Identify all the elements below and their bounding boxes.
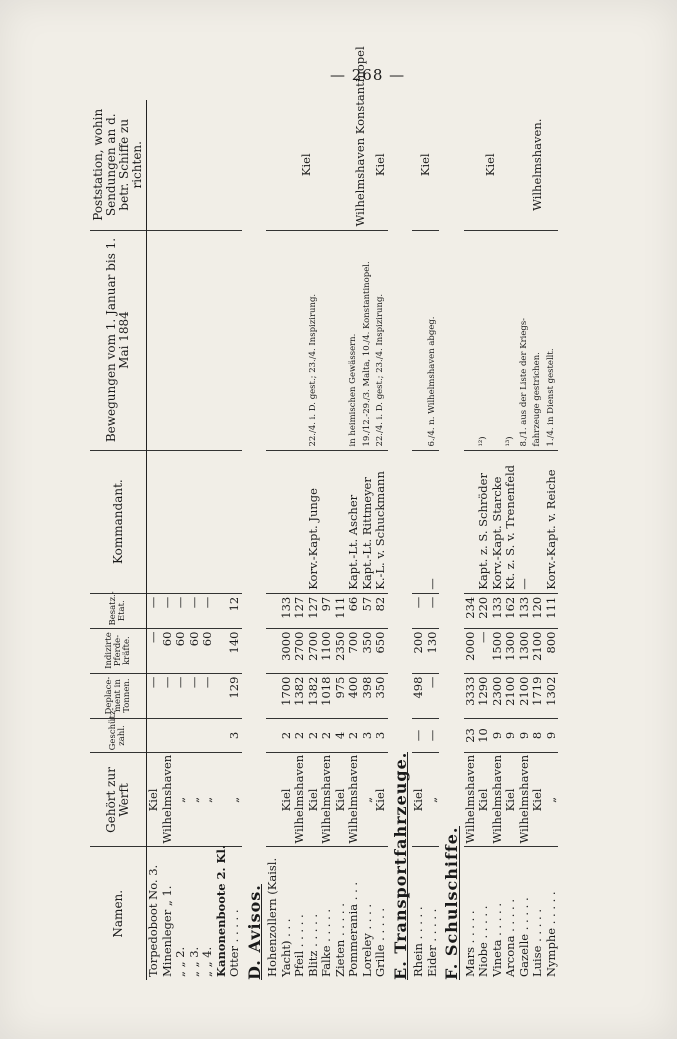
ship-horsepower: 2700 bbox=[293, 628, 307, 673]
ship-crew: 133 bbox=[518, 593, 532, 628]
table-row bbox=[412, 100, 426, 980]
ship-name: Arcona . . . . . bbox=[503, 899, 517, 977]
ship-horsepower: 1500 bbox=[491, 628, 505, 673]
ship-commander: Korv.-Kapt. v. Reiche bbox=[545, 450, 559, 593]
ship-horsepower: 3000 bbox=[280, 628, 294, 673]
section-schulschiffe-cell bbox=[439, 100, 464, 980]
ship-displacement: 975 bbox=[334, 673, 348, 718]
table-row bbox=[228, 100, 242, 980]
ship-name: Gazelle . . . . . bbox=[516, 897, 531, 977]
ship-movements: 6./4. n. Wilhelmshaven abgeg. bbox=[426, 230, 440, 450]
ship-guns bbox=[174, 718, 188, 753]
ship-name: Eider . . . . . bbox=[424, 908, 439, 977]
table-row bbox=[504, 100, 518, 980]
table-row bbox=[531, 100, 545, 980]
ship-movements bbox=[491, 230, 505, 450]
ship-name: Blitz . . . . . bbox=[305, 913, 320, 977]
header-post: Poststation, wohin Sendungen an d. betr. Schiffe zu richten. bbox=[90, 100, 147, 230]
ship-movements bbox=[174, 230, 188, 450]
ship-werft: Kiel bbox=[412, 753, 426, 847]
ship-name: „ „ 2. bbox=[173, 946, 187, 977]
table-row bbox=[266, 100, 280, 980]
ship-crew: 162 bbox=[504, 593, 518, 628]
ship-commander: — bbox=[426, 450, 440, 593]
ship-name: Nymphe . . . . . bbox=[543, 891, 558, 977]
ship-crew: 127 bbox=[307, 593, 321, 628]
ship-guns: 9 bbox=[491, 718, 505, 753]
ship-displacement: 129 bbox=[228, 673, 242, 718]
ship-movements bbox=[334, 230, 348, 450]
ship-werft: „ bbox=[188, 753, 202, 847]
ship-displacement: — bbox=[174, 673, 188, 718]
ship-horsepower: 60 bbox=[188, 628, 202, 673]
ship-crew: 66 bbox=[347, 593, 361, 628]
header-displacement: Deplace-ment in Tonnen. bbox=[90, 673, 147, 718]
ship-horsepower: 140 bbox=[228, 628, 242, 673]
kanonenboote-label: Kanonenboote 2. Kl. bbox=[213, 845, 228, 977]
ship-guns bbox=[147, 718, 161, 753]
table-row bbox=[293, 100, 307, 980]
header-name: Namen. bbox=[90, 847, 147, 980]
ship-horsepower: 2000 bbox=[464, 628, 478, 673]
ship-movements bbox=[266, 230, 280, 450]
ship-horsepower: 1300 bbox=[518, 628, 532, 673]
ship-guns: 3 bbox=[361, 718, 375, 753]
ship-name: Pommerania . . . bbox=[346, 881, 360, 977]
ship-displacement bbox=[266, 673, 280, 718]
ship-name: „ „ 4. bbox=[200, 946, 214, 977]
ship-name: Loreley . . . . bbox=[359, 903, 374, 977]
ship-werft: Kiel bbox=[280, 753, 294, 847]
ship-guns: 9 bbox=[545, 718, 559, 753]
ship-guns: 4 bbox=[334, 718, 348, 753]
table-row bbox=[188, 100, 202, 980]
ship-name: Luise . . . . . bbox=[530, 909, 544, 977]
ship-commander: K.-L. v. Schuckmann bbox=[374, 450, 388, 593]
ship-movements: 1./4. in Dienst gestellt. bbox=[545, 230, 559, 450]
ship-commander: Kt. z. S. v. Trenenfeld bbox=[504, 450, 518, 593]
ship-displacement: — bbox=[201, 673, 215, 718]
ship-horsepower: 2100 bbox=[531, 628, 545, 673]
ship-commander bbox=[266, 450, 280, 593]
ship-horsepower: 60 bbox=[174, 628, 188, 673]
ship-movements: 22./4. i. D. gest.; 23./4. Inspizirung. bbox=[307, 230, 321, 450]
ship-werft bbox=[266, 753, 280, 847]
ship-crew: — bbox=[188, 593, 202, 628]
ship-commander: Kapt.-Lt. Ascher bbox=[347, 450, 361, 593]
ship-crew: 57 bbox=[361, 593, 375, 628]
ship-crew: 82 bbox=[374, 593, 388, 628]
ship-horsepower: 60 bbox=[201, 628, 215, 673]
ship-commander bbox=[464, 450, 478, 593]
ship-name: Minenleger „ 1. bbox=[159, 885, 174, 977]
ship-crew: 133 bbox=[491, 593, 505, 628]
ship-commander bbox=[174, 450, 188, 593]
ship-commander: — bbox=[518, 450, 532, 593]
ship-post: Wilhelmshaven. bbox=[518, 100, 559, 230]
ship-movements: 19./12.-29./3. Malta, 10./4. Konstantinopel. bbox=[361, 230, 375, 450]
ship-commander bbox=[280, 450, 294, 593]
ship-guns: 2 bbox=[320, 718, 334, 753]
table-row bbox=[280, 100, 294, 980]
ship-horsepower: 650 bbox=[374, 628, 388, 673]
ship-name: Zieten . . . . . bbox=[332, 903, 347, 977]
section-avisos-cell bbox=[242, 100, 267, 980]
ship-name: Falke . . . . . bbox=[319, 908, 333, 977]
ship-commander bbox=[228, 450, 242, 593]
ship-displacement: — bbox=[147, 673, 161, 718]
table-row bbox=[374, 100, 388, 980]
ship-post bbox=[147, 100, 242, 230]
ship-commander: Korv.-Kapt. Starcke bbox=[491, 450, 505, 593]
ship-movements bbox=[201, 230, 215, 450]
ship-crew: 234 bbox=[464, 593, 478, 628]
ship-guns: 2 bbox=[280, 718, 294, 753]
ship-horsepower: 200 bbox=[412, 628, 426, 673]
ship-werft: Kiel bbox=[307, 753, 321, 847]
ship-movements: ¹²) bbox=[477, 230, 491, 450]
ship-guns: 9 bbox=[504, 718, 518, 753]
ship-horsepower: 700 bbox=[347, 628, 361, 673]
ship-werft: „ bbox=[426, 753, 440, 847]
ship-guns: 23 bbox=[464, 718, 478, 753]
ship-movements bbox=[228, 230, 242, 450]
ship-guns: 9 bbox=[518, 718, 532, 753]
ship-movements bbox=[188, 230, 202, 450]
ship-werft: „ bbox=[545, 753, 559, 847]
ship-crew: — bbox=[161, 593, 175, 628]
ship-movements: ¹³) bbox=[504, 230, 518, 450]
ship-werft: Wilhelmshaven bbox=[491, 753, 505, 847]
ship-post: Kiel bbox=[374, 100, 388, 230]
table-row bbox=[361, 100, 375, 980]
table-row bbox=[320, 100, 334, 980]
header-movements: Bewegungen vom 1. Januar bis 1. Mai 1884 bbox=[90, 230, 147, 450]
ship-werft: Wilhelmshaven bbox=[347, 753, 361, 847]
ship-movements: 22./4. i. D. gest.; 23./4. Inspizirung. bbox=[374, 230, 388, 450]
table-row bbox=[347, 100, 361, 980]
ship-movements bbox=[293, 230, 307, 450]
ship-commander bbox=[531, 450, 545, 593]
ship-displacement: 2300 bbox=[491, 673, 505, 718]
ship-post: Wilhelmshaven Konstantinopel bbox=[347, 100, 374, 230]
ship-crew: — bbox=[412, 593, 426, 628]
ship-commander bbox=[201, 450, 215, 593]
ship-commander bbox=[412, 450, 426, 593]
header-guns: Geschütz-zahl. bbox=[90, 718, 147, 753]
ship-displacement: 1302 bbox=[545, 673, 559, 718]
ship-werft: Kiel bbox=[334, 753, 348, 847]
ship-crew: 120 bbox=[531, 593, 545, 628]
empty-cell bbox=[215, 753, 229, 847]
ship-werft: Wilhelmshaven bbox=[464, 753, 478, 847]
ship-guns: 2 bbox=[293, 718, 307, 753]
ship-post: Kiel bbox=[464, 100, 518, 230]
ship-displacement: 2100 bbox=[518, 673, 532, 718]
ship-horsepower: — bbox=[477, 628, 491, 673]
ship-werft: Kiel bbox=[147, 753, 161, 847]
table-row bbox=[201, 100, 215, 980]
ship-crew: — bbox=[426, 593, 440, 628]
ship-displacement: 1719 bbox=[531, 673, 545, 718]
table-row bbox=[334, 100, 348, 980]
ship-horsepower: 1300 bbox=[504, 628, 518, 673]
ship-crew: — bbox=[174, 593, 188, 628]
ship-werft: Wilhelmshaven bbox=[293, 753, 307, 847]
ship-guns: 2 bbox=[347, 718, 361, 753]
ship-commander bbox=[320, 450, 334, 593]
ship-movements bbox=[464, 230, 478, 450]
ship-movements: 8./1. aus der Liste der Kriegs- bbox=[518, 230, 532, 450]
section-avisos-title: D. Avisos. bbox=[244, 884, 264, 980]
ship-name: Mars . . . . . bbox=[462, 910, 477, 977]
table-row bbox=[174, 100, 188, 980]
ship-werft: „ bbox=[361, 753, 375, 847]
table-row bbox=[477, 100, 491, 980]
ship-horsepower: 2700 bbox=[307, 628, 321, 673]
ship-displacement: 1700 bbox=[280, 673, 294, 718]
ship-commander bbox=[147, 450, 161, 593]
header-werft: Gehört zur Werft bbox=[90, 753, 147, 847]
ship-name: Otter . . . . . bbox=[227, 909, 241, 977]
header-row bbox=[90, 100, 147, 980]
ship-werft: Kiel bbox=[504, 753, 518, 847]
ship-displacement: 498 bbox=[412, 673, 426, 718]
ship-displacement: 3333 bbox=[464, 673, 478, 718]
ship-crew: 133 bbox=[280, 593, 294, 628]
ship-name: Niobe . . . . . bbox=[476, 905, 490, 977]
ship-commander: Korv.-Kapt. Junge bbox=[307, 450, 321, 593]
table-row bbox=[426, 100, 440, 980]
ship-displacement: 1382 bbox=[307, 673, 321, 718]
ship-guns: 10 bbox=[477, 718, 491, 753]
ship-movements bbox=[147, 230, 161, 450]
ship-movements bbox=[280, 230, 294, 450]
ship-commander: Kapt. z. S. Schröder bbox=[477, 450, 491, 593]
ship-guns: 8 bbox=[531, 718, 545, 753]
ship-crew: 127 bbox=[293, 593, 307, 628]
ship-guns: 2 bbox=[307, 718, 321, 753]
ship-commander bbox=[161, 450, 175, 593]
ship-name: Rhein . . . . . bbox=[411, 906, 425, 977]
ship-werft: Kiel bbox=[531, 753, 545, 847]
section-schulschiffe-title: F. Schulschiffe. bbox=[442, 826, 461, 980]
table-row bbox=[545, 100, 559, 980]
header-commander: Kommandant. bbox=[90, 450, 147, 593]
ship-commander bbox=[334, 450, 348, 593]
table-row bbox=[161, 100, 175, 980]
header-horsepower: Indizirte Pferde-kräfte. bbox=[90, 628, 147, 673]
ship-displacement: — bbox=[426, 673, 440, 718]
ship-guns: — bbox=[426, 718, 440, 753]
ship-werft: „ bbox=[201, 753, 215, 847]
empty-cell bbox=[215, 230, 229, 450]
ship-horsepower: 130 bbox=[426, 628, 440, 673]
ship-movements bbox=[320, 230, 334, 450]
table-row bbox=[307, 100, 321, 980]
ship-horsepower: 800 bbox=[545, 628, 559, 673]
ship-guns: 3 bbox=[228, 718, 242, 753]
section-transport-title: E. Transportfahrzeuge. bbox=[390, 751, 410, 980]
ship-name: Grille . . . . . bbox=[373, 907, 387, 977]
empty-cell bbox=[215, 450, 229, 593]
section-transport bbox=[388, 100, 413, 980]
ship-crew: — bbox=[201, 593, 215, 628]
ship-crew: 111 bbox=[545, 593, 559, 628]
ship-post: Kiel bbox=[412, 100, 439, 230]
header-crew: Besatz.-Etat. bbox=[90, 593, 147, 628]
table-row bbox=[464, 100, 478, 980]
ship-commander bbox=[293, 450, 307, 593]
ship-displacement: 350 bbox=[374, 673, 388, 718]
ship-crew bbox=[266, 593, 280, 628]
section-avisos bbox=[242, 100, 267, 980]
ship-displacement: — bbox=[161, 673, 175, 718]
ship-werft: „ bbox=[174, 753, 188, 847]
table-row bbox=[518, 100, 532, 980]
ship-crew: 220 bbox=[477, 593, 491, 628]
ship-name: Pfeil . . . . . bbox=[292, 914, 306, 977]
ship-commander bbox=[188, 450, 202, 593]
table-row bbox=[147, 100, 161, 980]
ship-werft: Kiel bbox=[477, 753, 491, 847]
ship-displacement: 1018 bbox=[320, 673, 334, 718]
ship-guns: — bbox=[412, 718, 426, 753]
ship-guns: 3 bbox=[374, 718, 388, 753]
section-transport-cell bbox=[388, 100, 413, 980]
ship-horsepower: 60 bbox=[161, 628, 175, 673]
ship-name: „ „ 3. bbox=[186, 946, 201, 977]
empty-cell bbox=[215, 628, 229, 673]
ship-guns bbox=[161, 718, 175, 753]
ship-crew: 111 bbox=[334, 593, 348, 628]
ship-crew: 97 bbox=[320, 593, 334, 628]
ship-displacement: 400 bbox=[347, 673, 361, 718]
ship-displacement: 1290 bbox=[477, 673, 491, 718]
section-schulschiffe bbox=[439, 100, 464, 980]
ship-horsepower: — bbox=[147, 628, 161, 673]
ship-werft: Kiel bbox=[374, 753, 388, 847]
ship-werft: Wilhelmshaven bbox=[518, 753, 532, 847]
ship-displacement: 398 bbox=[361, 673, 375, 718]
ship-commander: Kapt.-Lt. Rittmeyer bbox=[361, 450, 375, 593]
ship-werft: Wilhelmshaven bbox=[320, 753, 334, 847]
table-row bbox=[491, 100, 505, 980]
table-row bbox=[215, 100, 229, 980]
ship-horsepower: 1100 bbox=[320, 628, 334, 673]
ship-displacement: — bbox=[188, 673, 202, 718]
ship-horsepower: 2350 bbox=[334, 628, 348, 673]
ship-werft: Wilhelmshaven bbox=[161, 753, 175, 847]
ship-horsepower: 350 bbox=[361, 628, 375, 673]
page-number: — 268 — bbox=[330, 66, 406, 84]
ship-werft: „ bbox=[228, 753, 242, 847]
ship-guns bbox=[201, 718, 215, 753]
ship-post: Kiel bbox=[266, 100, 347, 230]
ship-guns bbox=[266, 718, 280, 753]
ship-horsepower bbox=[266, 628, 280, 673]
empty-cell bbox=[215, 673, 229, 718]
ship-movements bbox=[412, 230, 426, 450]
ship-movements: fahrzeuge gestrichen. bbox=[531, 230, 545, 450]
ship-movements bbox=[161, 230, 175, 450]
ship-crew: — bbox=[147, 593, 161, 628]
ship-displacement: 2100 bbox=[504, 673, 518, 718]
ship-movements: in heimischen Gewässern. bbox=[347, 230, 361, 450]
ship-name: Torpedoboot No. 3. bbox=[146, 864, 160, 977]
ship-crew: 12 bbox=[228, 593, 242, 628]
ship-guns bbox=[188, 718, 202, 753]
ship-name: Vineta . . . . . bbox=[489, 902, 504, 977]
empty-cell bbox=[215, 593, 229, 628]
empty-cell bbox=[215, 718, 229, 753]
ship-name: Yacht) . . . bbox=[278, 918, 293, 977]
ship-displacement: 1382 bbox=[293, 673, 307, 718]
ship-name: Hohenzollern (Kaisl. bbox=[265, 857, 279, 977]
